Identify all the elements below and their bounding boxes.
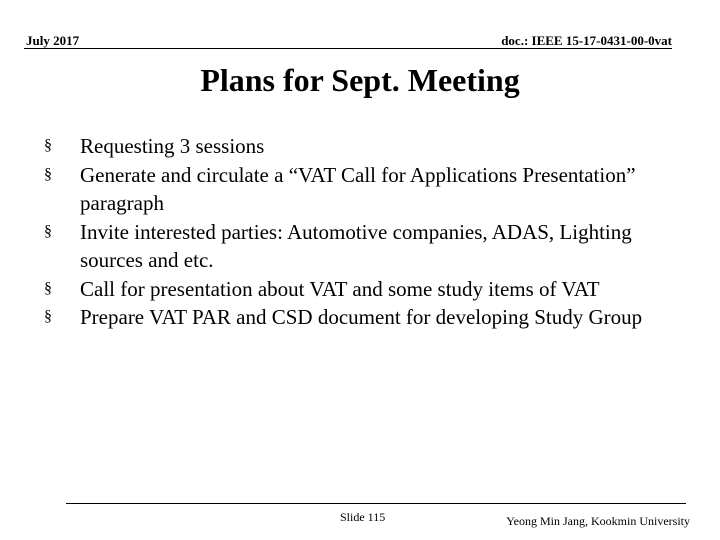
slide-title: Plans for Sept. Meeting [200,62,520,98]
header-doc-id: doc.: IEEE 15-17-0431-00-0vat [501,33,672,48]
bullet-marker-icon: § [44,137,52,154]
footer-author: Yeong Min Jang, Kookmin University [506,514,690,528]
bullet-item [40,161,690,218]
bullet-text: Generate and circulate a “VAT Call for Applications Presentation” paragraph [80,162,636,215]
bullet-marker-icon: § [44,165,52,183]
bullet-item [40,132,690,161]
bullet-item [40,218,690,275]
bullet-item [40,303,690,332]
bullet-text: Invite interested parties: Automotive companies, ADAS, Lighting sources and etc. [80,219,632,272]
header-divider [24,48,672,49]
header-date: July 2017 [26,33,80,48]
bullet-item [40,275,690,304]
bullet-list [40,132,690,332]
bullet-text: Call for presentation about VAT and some study items of VAT [80,276,600,301]
bullet-marker-icon: § [44,308,52,325]
bullet-text: Requesting 3 sessions [80,134,265,158]
footer-divider [66,503,686,504]
bullet-marker-icon: § [44,279,52,297]
bullet-text: Prepare VAT PAR and CSD document for developing Study Group [80,305,643,329]
slide-number: Slide 115 [340,510,386,524]
bullet-marker-icon: § [44,222,52,240]
